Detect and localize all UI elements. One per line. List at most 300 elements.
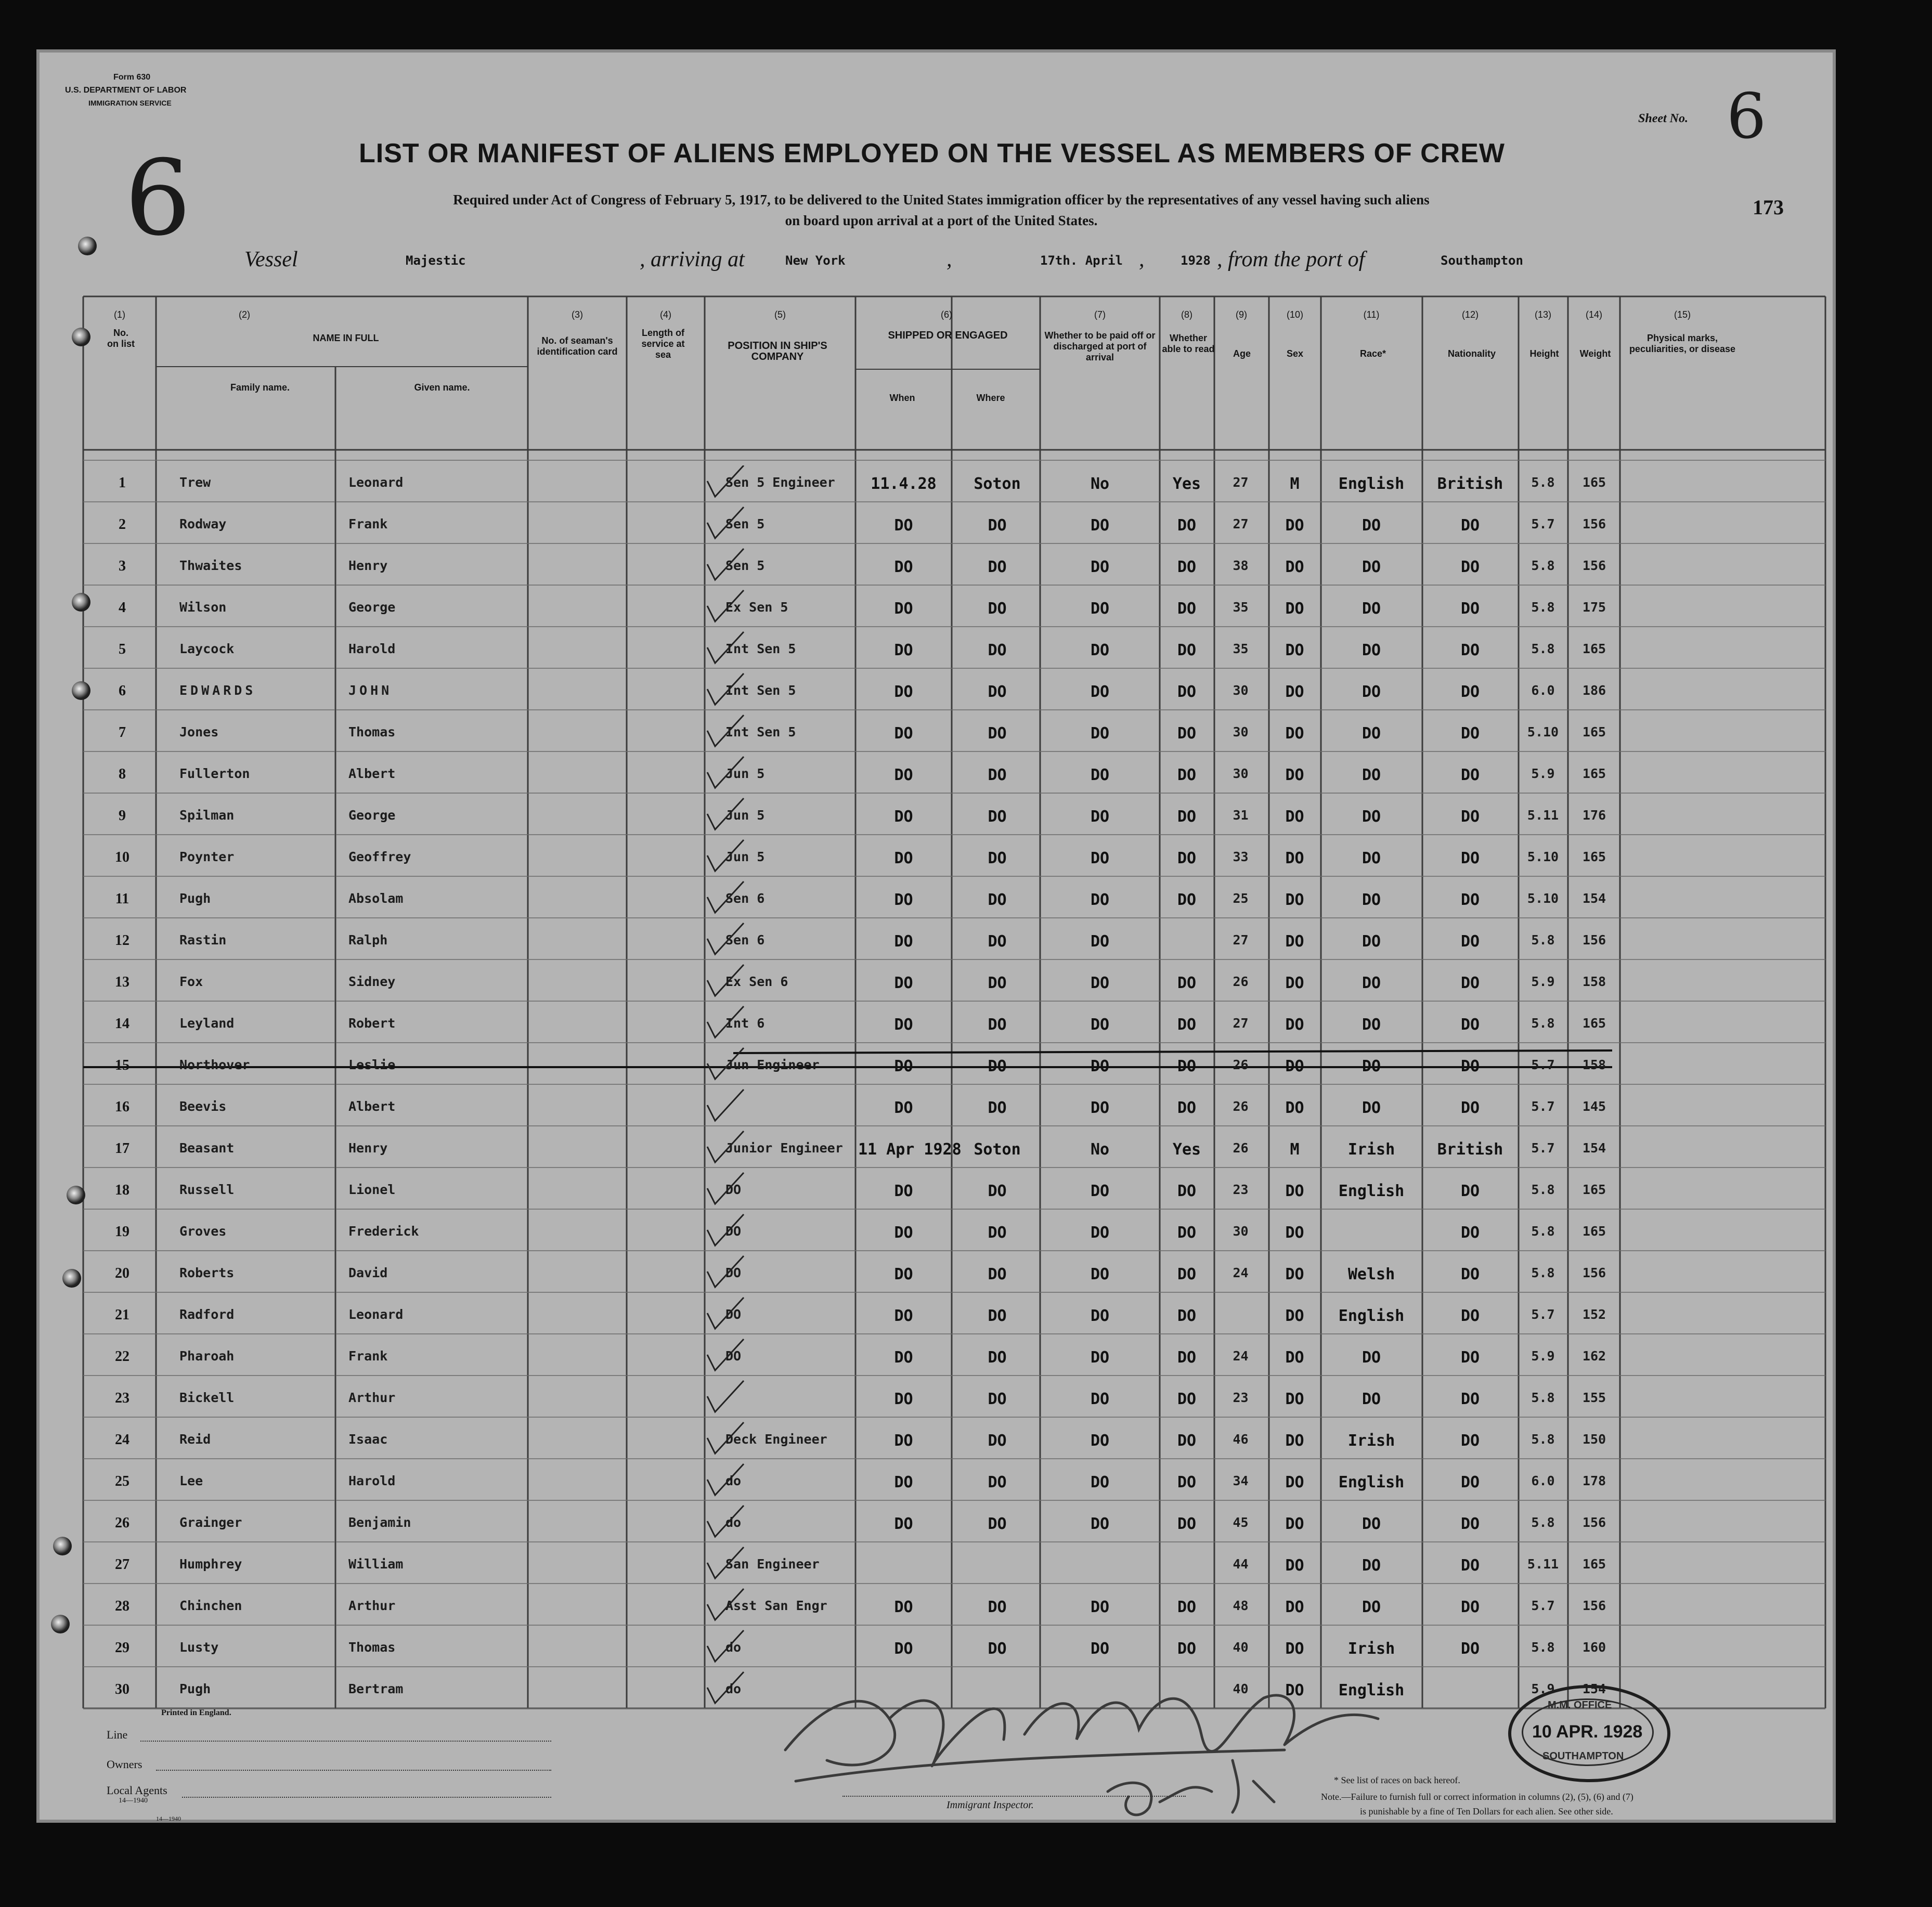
family-name: Lee (179, 1473, 203, 1488)
shipped-when: DO (894, 974, 913, 992)
shipped-when: DO (894, 1099, 913, 1117)
able-to-read: DO (1177, 516, 1197, 535)
weight: 165 (1582, 849, 1606, 864)
race: DO (1362, 1390, 1381, 1408)
family-name: Leyland (179, 1016, 235, 1031)
weight: 156 (1582, 1515, 1606, 1530)
table-row (36, 710, 1836, 751)
shipped-where: DO (988, 1307, 1007, 1325)
table-row (36, 1542, 1836, 1584)
able-to-read: DO (1177, 1016, 1197, 1034)
table-row (36, 1376, 1836, 1417)
height: 5.8 (1531, 1515, 1555, 1530)
able-to-read: DO (1177, 558, 1197, 576)
sex: DO (1285, 1057, 1304, 1075)
weight: 158 (1582, 1057, 1606, 1072)
required-line-1: Required under Act of Congress of February 5, 1917, to be delivered to the United States immigration officer by the representatives of any vessel having such aliens (453, 192, 1430, 207)
family-name: Lusty (179, 1640, 219, 1655)
family-name: Rodway (179, 516, 227, 531)
sex: DO (1285, 766, 1304, 784)
sex: DO (1285, 558, 1304, 576)
shipped-when: DO (894, 1390, 913, 1408)
given-name: Sidney (348, 974, 396, 989)
age: 45 (1233, 1515, 1249, 1530)
family-name: Groves (179, 1224, 227, 1239)
height: 5.8 (1531, 1182, 1555, 1197)
family-name: Pharoah (179, 1348, 235, 1364)
able-to-read: Yes (1172, 475, 1201, 493)
position: Jun Engineer (725, 1057, 820, 1072)
height: 5.8 (1531, 1224, 1555, 1239)
comma-2: , (1139, 248, 1145, 271)
height: 5.9 (1531, 1681, 1555, 1696)
weight: 175 (1582, 600, 1606, 615)
row-number: 29 (115, 1640, 129, 1656)
column-number: (3) (572, 309, 583, 320)
age: 27 (1233, 932, 1249, 948)
able-to-read: DO (1177, 1348, 1197, 1367)
family-name: Laycock (179, 641, 235, 656)
shipped-where: DO (988, 1265, 1007, 1283)
able-to-read: DO (1177, 766, 1197, 784)
position: DO (725, 1265, 742, 1280)
given-name: William (348, 1556, 404, 1572)
paid-off: DO (1090, 1265, 1110, 1283)
header-paid-off: Whether to be paid off or discharged at port of arrival (1044, 330, 1156, 362)
age: 35 (1233, 641, 1249, 656)
family-name: Northover (179, 1057, 250, 1072)
shipped-when: DO (894, 808, 913, 826)
shipped-where: DO (988, 1016, 1007, 1034)
family-name: Wilson (179, 600, 227, 615)
able-to-read: DO (1177, 1473, 1197, 1491)
height: 5.7 (1531, 1057, 1555, 1072)
age: 26 (1233, 1099, 1249, 1114)
nationality: DO (1460, 891, 1480, 909)
shipped-when: DO (894, 1182, 913, 1200)
height: 5.7 (1531, 516, 1555, 531)
weight: 165 (1582, 475, 1606, 490)
position: San Engineer (725, 1556, 820, 1572)
given-name: Arthur (348, 1390, 396, 1405)
able-to-read: DO (1177, 1099, 1197, 1117)
punch-hole (51, 1615, 70, 1633)
paid-off: DO (1090, 1473, 1110, 1491)
family-name: Jones (179, 724, 219, 740)
nationality: DO (1460, 516, 1480, 535)
header-where: Where (976, 393, 1005, 403)
table-row (36, 1251, 1836, 1292)
shipped-where: DO (988, 1182, 1007, 1200)
paid-off: DO (1090, 1307, 1110, 1325)
weight: 165 (1582, 1016, 1606, 1031)
table-row (36, 543, 1836, 585)
row-number: 22 (115, 1348, 129, 1365)
column-number: (5) (774, 309, 786, 320)
weight: 176 (1582, 808, 1606, 823)
race: DO (1362, 1598, 1381, 1616)
nationality: DO (1460, 1307, 1480, 1325)
height: 6.0 (1531, 1473, 1555, 1488)
bottom-code: 14—1940 (156, 1815, 181, 1822)
position: DO (725, 1307, 742, 1322)
row-number: 21 (115, 1307, 129, 1323)
age: 26 (1233, 1057, 1249, 1072)
sex: DO (1285, 1640, 1304, 1658)
paid-off: DO (1090, 558, 1110, 576)
nationality: DO (1460, 1224, 1480, 1242)
family-name: Thwaites (179, 558, 242, 573)
weight: 186 (1582, 683, 1606, 698)
weight: 154 (1582, 891, 1606, 906)
given-name: Harold (348, 641, 396, 656)
age: 33 (1233, 849, 1249, 864)
shipped-where: Soton (974, 475, 1021, 493)
height: 5.8 (1531, 1016, 1555, 1031)
race: Irish (1347, 1432, 1395, 1450)
race: DO (1362, 1057, 1381, 1075)
column-number: (8) (1181, 309, 1192, 320)
row-number: 8 (119, 766, 126, 782)
required-line-2: on board upon arrival at a port of the United States. (785, 213, 1098, 228)
position: Int Sen 5 (725, 683, 796, 698)
nationality: DO (1460, 932, 1480, 951)
height: 5.9 (1531, 766, 1555, 781)
row-number: 1 (119, 475, 126, 491)
header-given-name: Given name. (414, 382, 470, 393)
position: Int 6 (725, 1016, 765, 1031)
shipped-where: Soton (974, 1140, 1021, 1159)
nationality: DO (1460, 600, 1480, 618)
family-name: Pugh (179, 891, 211, 906)
position: Junior Engineer (725, 1140, 843, 1156)
weight: 156 (1582, 1265, 1606, 1280)
stamp-date: 10 APR. 1928 (1532, 1722, 1643, 1742)
shipped-where: DO (988, 1473, 1007, 1491)
age: 46 (1233, 1432, 1249, 1447)
position: Int Sen 5 (725, 641, 796, 656)
paid-off: DO (1090, 600, 1110, 618)
family-name: Fullerton (179, 766, 250, 781)
origin-port: Southampton (1441, 253, 1523, 268)
given-name: Leonard (348, 1307, 404, 1322)
age: 44 (1233, 1556, 1249, 1572)
nationality: DO (1460, 683, 1480, 701)
weight: 165 (1582, 766, 1606, 781)
position: Ex Sen 6 (725, 974, 788, 989)
position: Sen 6 (725, 932, 765, 948)
race: DO (1362, 1099, 1381, 1117)
paid-off: No (1090, 1140, 1110, 1159)
given-name: Isaac (348, 1432, 388, 1447)
age: 30 (1233, 1224, 1249, 1239)
sex: DO (1285, 1307, 1304, 1325)
arrival-port: New York (785, 253, 846, 268)
able-to-read: DO (1177, 974, 1197, 992)
weight: 165 (1582, 1182, 1606, 1197)
age: 23 (1233, 1182, 1249, 1197)
shipped-when: DO (894, 1348, 913, 1367)
column-number: (13) (1534, 309, 1551, 320)
shipped-when: DO (894, 600, 913, 618)
paid-off: DO (1090, 932, 1110, 951)
paid-off: DO (1090, 683, 1110, 701)
race: DO (1362, 641, 1381, 659)
table-row (36, 1209, 1836, 1251)
able-to-read: DO (1177, 808, 1197, 826)
header-length-of-service: Length of service at sea (641, 328, 685, 360)
vessel-label: Vessel (244, 248, 298, 271)
height: 5.8 (1531, 1640, 1555, 1655)
column-number: (15) (1674, 309, 1691, 320)
given-name: Leslie (348, 1057, 396, 1072)
family-name: Reid (179, 1432, 211, 1447)
punch-hole (78, 237, 97, 255)
paid-off: DO (1090, 1390, 1110, 1408)
sex: DO (1285, 516, 1304, 535)
header-age: Age (1233, 348, 1251, 359)
race: DO (1362, 1515, 1381, 1533)
given-name: Frank (348, 1348, 388, 1364)
table-row (36, 918, 1836, 959)
table-row (36, 1126, 1836, 1167)
shipped-when: DO (894, 641, 913, 659)
row-number: 4 (119, 600, 126, 616)
shipped-when: 11 Apr 1928 (858, 1140, 962, 1159)
shipped-when: DO (894, 683, 913, 701)
age: 25 (1233, 891, 1249, 906)
able-to-read: DO (1177, 1224, 1197, 1242)
height: 6.0 (1531, 683, 1555, 698)
column-number: (12) (1461, 309, 1479, 320)
table-row (36, 668, 1836, 710)
able-to-read: DO (1177, 849, 1197, 867)
given-name: Arthur (348, 1598, 396, 1613)
paid-off: DO (1090, 1224, 1110, 1242)
paid-off: DO (1090, 1182, 1110, 1200)
age: 27 (1233, 1016, 1249, 1031)
shipped-when: DO (894, 766, 913, 784)
shipped-when: DO (894, 1265, 913, 1283)
given-name: Thomas (348, 724, 396, 740)
position: do (725, 1515, 742, 1530)
race: DO (1362, 1556, 1381, 1575)
family-name: Beasant (179, 1140, 235, 1156)
able-to-read: DO (1177, 1265, 1197, 1283)
row-number: 18 (115, 1182, 129, 1198)
family-name: Pugh (179, 1681, 211, 1696)
shipped-where: DO (988, 1224, 1007, 1242)
sex: DO (1285, 1681, 1304, 1700)
given-name: JOHN (348, 683, 393, 698)
shipped-where: DO (988, 1348, 1007, 1367)
height: 5.8 (1531, 475, 1555, 490)
nationality: DO (1460, 1515, 1480, 1533)
position: Sen 6 (725, 891, 765, 906)
paid-off: DO (1090, 1640, 1110, 1658)
race: DO (1362, 683, 1381, 701)
inspector-label: Immigrant Inspector. (946, 1799, 1034, 1811)
vessel-name: Majestic (406, 253, 466, 268)
shipped-when: DO (894, 891, 913, 909)
sex: DO (1285, 891, 1304, 909)
age: 27 (1233, 475, 1249, 490)
nationality: British (1437, 1140, 1503, 1159)
note-line-1: Note.—Failure to furnish full or correct information in columns (2), (5), (6) and (7) (1321, 1792, 1633, 1802)
line-label: Line (107, 1728, 128, 1741)
row-number: 24 (115, 1432, 129, 1448)
punch-hole (72, 681, 90, 700)
table-row (36, 1500, 1836, 1542)
column-number: (6) (941, 309, 952, 320)
given-name: George (348, 600, 396, 615)
shipped-where: DO (988, 974, 1007, 992)
sex: DO (1285, 641, 1304, 659)
row-number: 2 (119, 516, 126, 533)
height: 5.11 (1527, 808, 1559, 823)
page-number: 173 (1753, 196, 1784, 219)
sex: DO (1285, 1390, 1304, 1408)
table-row (36, 1001, 1836, 1043)
family-name: Rastin (179, 932, 227, 948)
age: 24 (1233, 1348, 1249, 1364)
age: 30 (1233, 766, 1249, 781)
weight: 160 (1582, 1640, 1606, 1655)
table-row (36, 835, 1836, 876)
able-to-read: DO (1177, 1307, 1197, 1325)
race: DO (1362, 1348, 1381, 1367)
family-name: Grainger (179, 1515, 242, 1530)
from-label: , from the port of (1217, 248, 1365, 271)
nationality: DO (1460, 1016, 1480, 1034)
comma-1: , (946, 248, 952, 271)
table-row (36, 460, 1836, 502)
header-sex: Sex (1286, 348, 1304, 359)
header-physical-marks: Physical marks, peculiarities, or disease (1629, 333, 1736, 354)
shipped-where: DO (988, 1598, 1007, 1616)
row-number: 9 (119, 808, 126, 824)
nationality: DO (1460, 1099, 1480, 1117)
row-number: 6 (119, 683, 126, 699)
height: 5.7 (1531, 1140, 1555, 1156)
table-row (36, 1167, 1836, 1209)
age: 30 (1233, 724, 1249, 740)
vessel-line (244, 247, 1701, 278)
shipped-when: DO (894, 1473, 913, 1491)
able-to-read: DO (1177, 1057, 1197, 1075)
given-name: Bertram (348, 1681, 404, 1696)
given-name: Lionel (348, 1182, 396, 1197)
nationality: DO (1460, 1473, 1480, 1491)
nationality: DO (1460, 558, 1480, 576)
age: 26 (1233, 1140, 1249, 1156)
sex: M (1290, 475, 1300, 493)
table-row (36, 793, 1836, 835)
row-number: 30 (115, 1681, 129, 1697)
family-name: Beevis (179, 1099, 227, 1114)
column-number: (14) (1585, 309, 1602, 320)
local-agents-label: Local Agents (107, 1784, 167, 1797)
race: DO (1362, 891, 1381, 909)
shipped-when: DO (894, 724, 913, 743)
shipped-when: 11.4.28 (871, 475, 937, 493)
height: 5.8 (1531, 600, 1555, 615)
sex: DO (1285, 1432, 1304, 1450)
height: 5.8 (1531, 932, 1555, 948)
able-to-read: DO (1177, 891, 1197, 909)
shipped-where: DO (988, 683, 1007, 701)
header-race: Race* (1359, 348, 1386, 359)
shipped-where: DO (988, 724, 1007, 743)
family-name: Humphrey (179, 1556, 242, 1572)
punch-hole (67, 1186, 85, 1204)
nationality: DO (1460, 808, 1480, 826)
header-able-to-read: Whether able to read (1162, 333, 1215, 354)
position: DO (725, 1224, 742, 1239)
column-number: (10) (1286, 309, 1303, 320)
height: 5.10 (1527, 849, 1559, 864)
height: 5.8 (1531, 558, 1555, 573)
height: 5.7 (1531, 1307, 1555, 1322)
paid-off: DO (1090, 1515, 1110, 1533)
family-name: Bickell (179, 1390, 235, 1405)
header-shipped-or-engaged: SHIPPED OR ENGAGED (888, 330, 1008, 341)
table-row (36, 959, 1836, 1001)
sex: DO (1285, 1598, 1304, 1616)
shipped-where: DO (988, 932, 1007, 951)
height: 5.9 (1531, 1348, 1555, 1364)
position: do (725, 1473, 742, 1488)
weight: 165 (1582, 724, 1606, 740)
sex: DO (1285, 1556, 1304, 1575)
height: 5.8 (1531, 1265, 1555, 1280)
age: 24 (1233, 1265, 1249, 1280)
column-number: (1) (114, 309, 125, 320)
nationality: DO (1460, 1390, 1480, 1408)
age: 34 (1233, 1473, 1249, 1488)
able-to-read: Yes (1172, 1140, 1201, 1159)
given-name: Henry (348, 558, 388, 573)
race: English (1338, 1307, 1405, 1325)
table-row (36, 502, 1836, 543)
shipped-where: DO (988, 641, 1007, 659)
row-number: 5 (119, 641, 126, 657)
position: do (725, 1681, 742, 1696)
column-number: (7) (1094, 309, 1106, 320)
shipped-when: DO (894, 1224, 913, 1242)
nationality: DO (1460, 641, 1480, 659)
column-number: (11) (1363, 309, 1380, 320)
nationality: DO (1460, 1598, 1480, 1616)
height: 5.10 (1527, 891, 1559, 906)
shipped-when: DO (894, 516, 913, 535)
age: 27 (1233, 516, 1249, 531)
shipped-where: DO (988, 1432, 1007, 1450)
form-number: Form 630 (113, 73, 151, 82)
age: 23 (1233, 1390, 1249, 1405)
shipped-where: DO (988, 891, 1007, 909)
sex: DO (1285, 1016, 1304, 1034)
height: 5.9 (1531, 974, 1555, 989)
owners-field (156, 1770, 551, 1771)
sheet-label: Sheet No. (1638, 112, 1688, 125)
punch-hole (62, 1269, 81, 1288)
race: Irish (1347, 1640, 1395, 1658)
sex: DO (1285, 849, 1304, 867)
shipped-where: DO (988, 600, 1007, 618)
height: 5.8 (1531, 641, 1555, 656)
table-row (36, 1417, 1836, 1459)
